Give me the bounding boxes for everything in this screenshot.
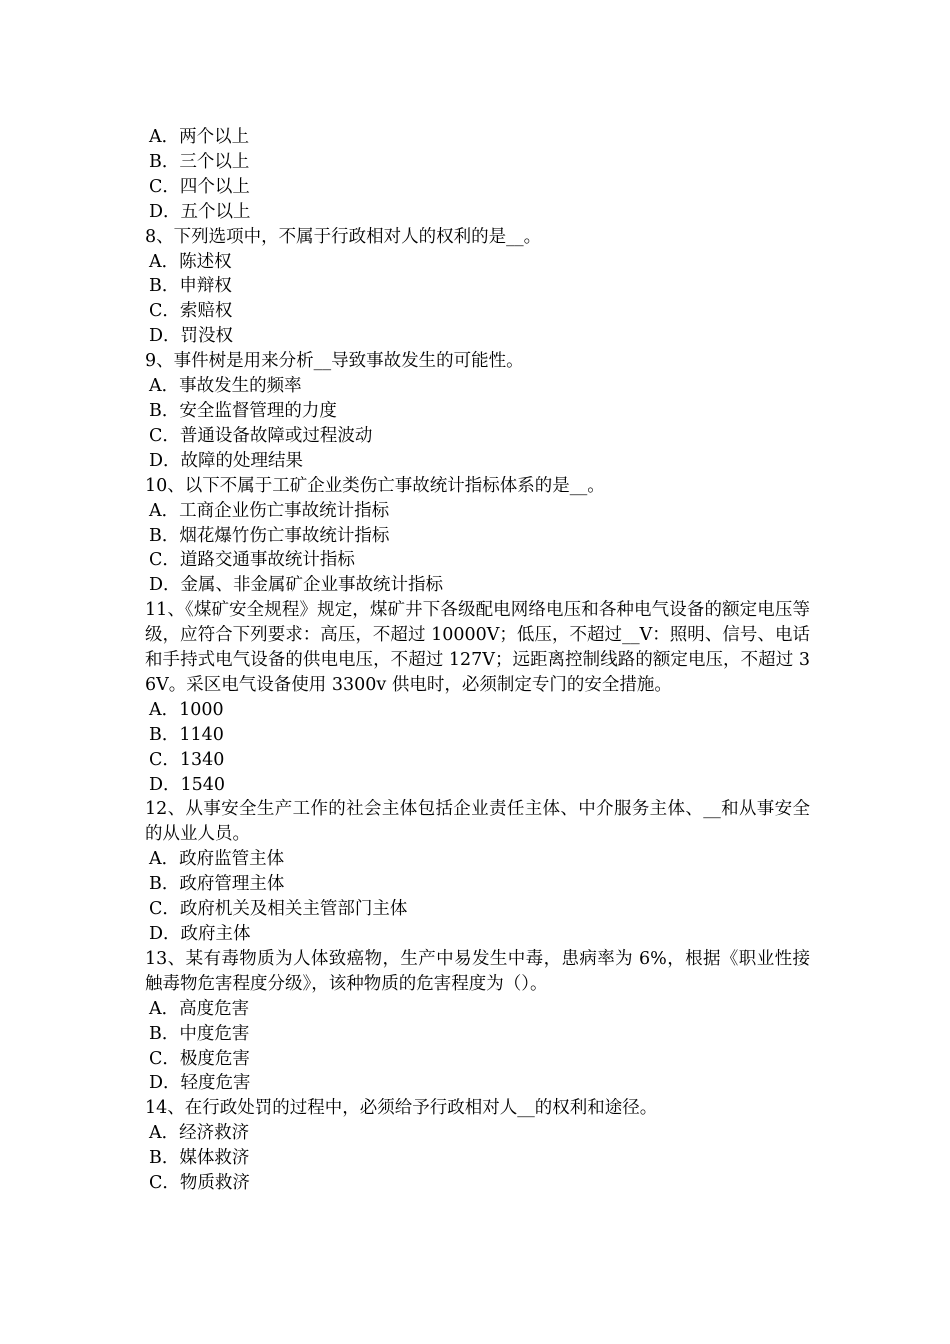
answer-option: C．1340 (149, 749, 225, 770)
answer-option: D．五个以上 (149, 201, 251, 222)
answer-option: B．中度危害 (149, 1023, 250, 1044)
answer-option: C．普通设备故障或过程波动 (149, 425, 373, 446)
answer-option: C．道路交通事故统计指标 (149, 550, 355, 571)
answer-option: D．金属、非金属矿企业事故统计指标 (149, 575, 444, 596)
answer-option: A．事故发生的频率 (149, 376, 302, 397)
answer-option: A．经济救济 (149, 1123, 250, 1144)
answer-option: B．媒体救济 (149, 1148, 250, 1169)
answer-option: C．政府机关及相关主管部门主体 (149, 899, 408, 920)
question-text: 12、从事安全生产工作的社会主体包括企业责任主体、中介服务主体、__和从事安全的从业人员。 (145, 799, 810, 845)
answer-option: A．工商企业伤亡事故统计指标 (149, 500, 390, 521)
exam-text-column (145, 125, 810, 1196)
answer-option: C．极度危害 (149, 1048, 250, 1069)
answer-option: A．陈述权 (149, 251, 232, 272)
answer-option: D．政府主体 (149, 924, 251, 944)
answer-option: D．罚没权 (149, 326, 234, 347)
answer-option: B．申辩权 (149, 276, 232, 297)
answer-option: B．三个以上 (149, 151, 250, 172)
question-text: 8、下列选项中，不属于行政相对人的权利的是__。 (145, 226, 542, 247)
question-text: 11、《煤矿安全规程》规定，煤矿井下各级配电网络电压和各种电气设备的额定电压等级，应符合下列要求：高压，不超过 10000V；低压，不超过__V：照明、信号、电话和手持式电气设备的供电电压，不超过 127V；远距离控制线路的额定电压，不超过 36V。采区电气设备使用 3300v 供电时，必须制定专门的安全措施。 (145, 600, 810, 695)
answer-option: B．烟花爆竹伤亡事故统计指标 (149, 525, 390, 546)
answer-option: D．轻度危害 (149, 1073, 251, 1094)
answer-option: C．物质救济 (149, 1173, 250, 1194)
answer-option: B．1140 (149, 724, 224, 745)
answer-option: B．安全监督管理的力度 (149, 400, 337, 421)
question-text: 14、在行政处罚的过程中，必须给予行政相对人__的权利和途径。 (145, 1098, 658, 1119)
answer-option: D．故障的处理结果 (149, 450, 304, 471)
answer-option: A．两个以上 (149, 127, 250, 147)
question-text: 10、以下不属于工矿企业类伤亡事故统计指标体系的是__。 (145, 475, 605, 496)
answer-option: D．1540 (149, 774, 226, 795)
answer-option: B．政府管理主体 (149, 874, 285, 895)
answer-option: A．1000 (149, 699, 224, 720)
answer-option: C．索赔权 (149, 301, 233, 322)
answer-option: A．政府监管主体 (149, 849, 285, 870)
answer-option: C．四个以上 (149, 176, 250, 197)
answer-option: A．高度危害 (149, 998, 250, 1019)
question-text: 9、事件树是用来分析__导致事故发生的可能性。 (145, 351, 524, 372)
question-text: 13、某有毒物质为人体致癌物，生产中易发生中毒，患病率为 6%，根据《职业性接触毒物危害程度分级》，该种物质的危害程度为（）。 (145, 948, 810, 994)
